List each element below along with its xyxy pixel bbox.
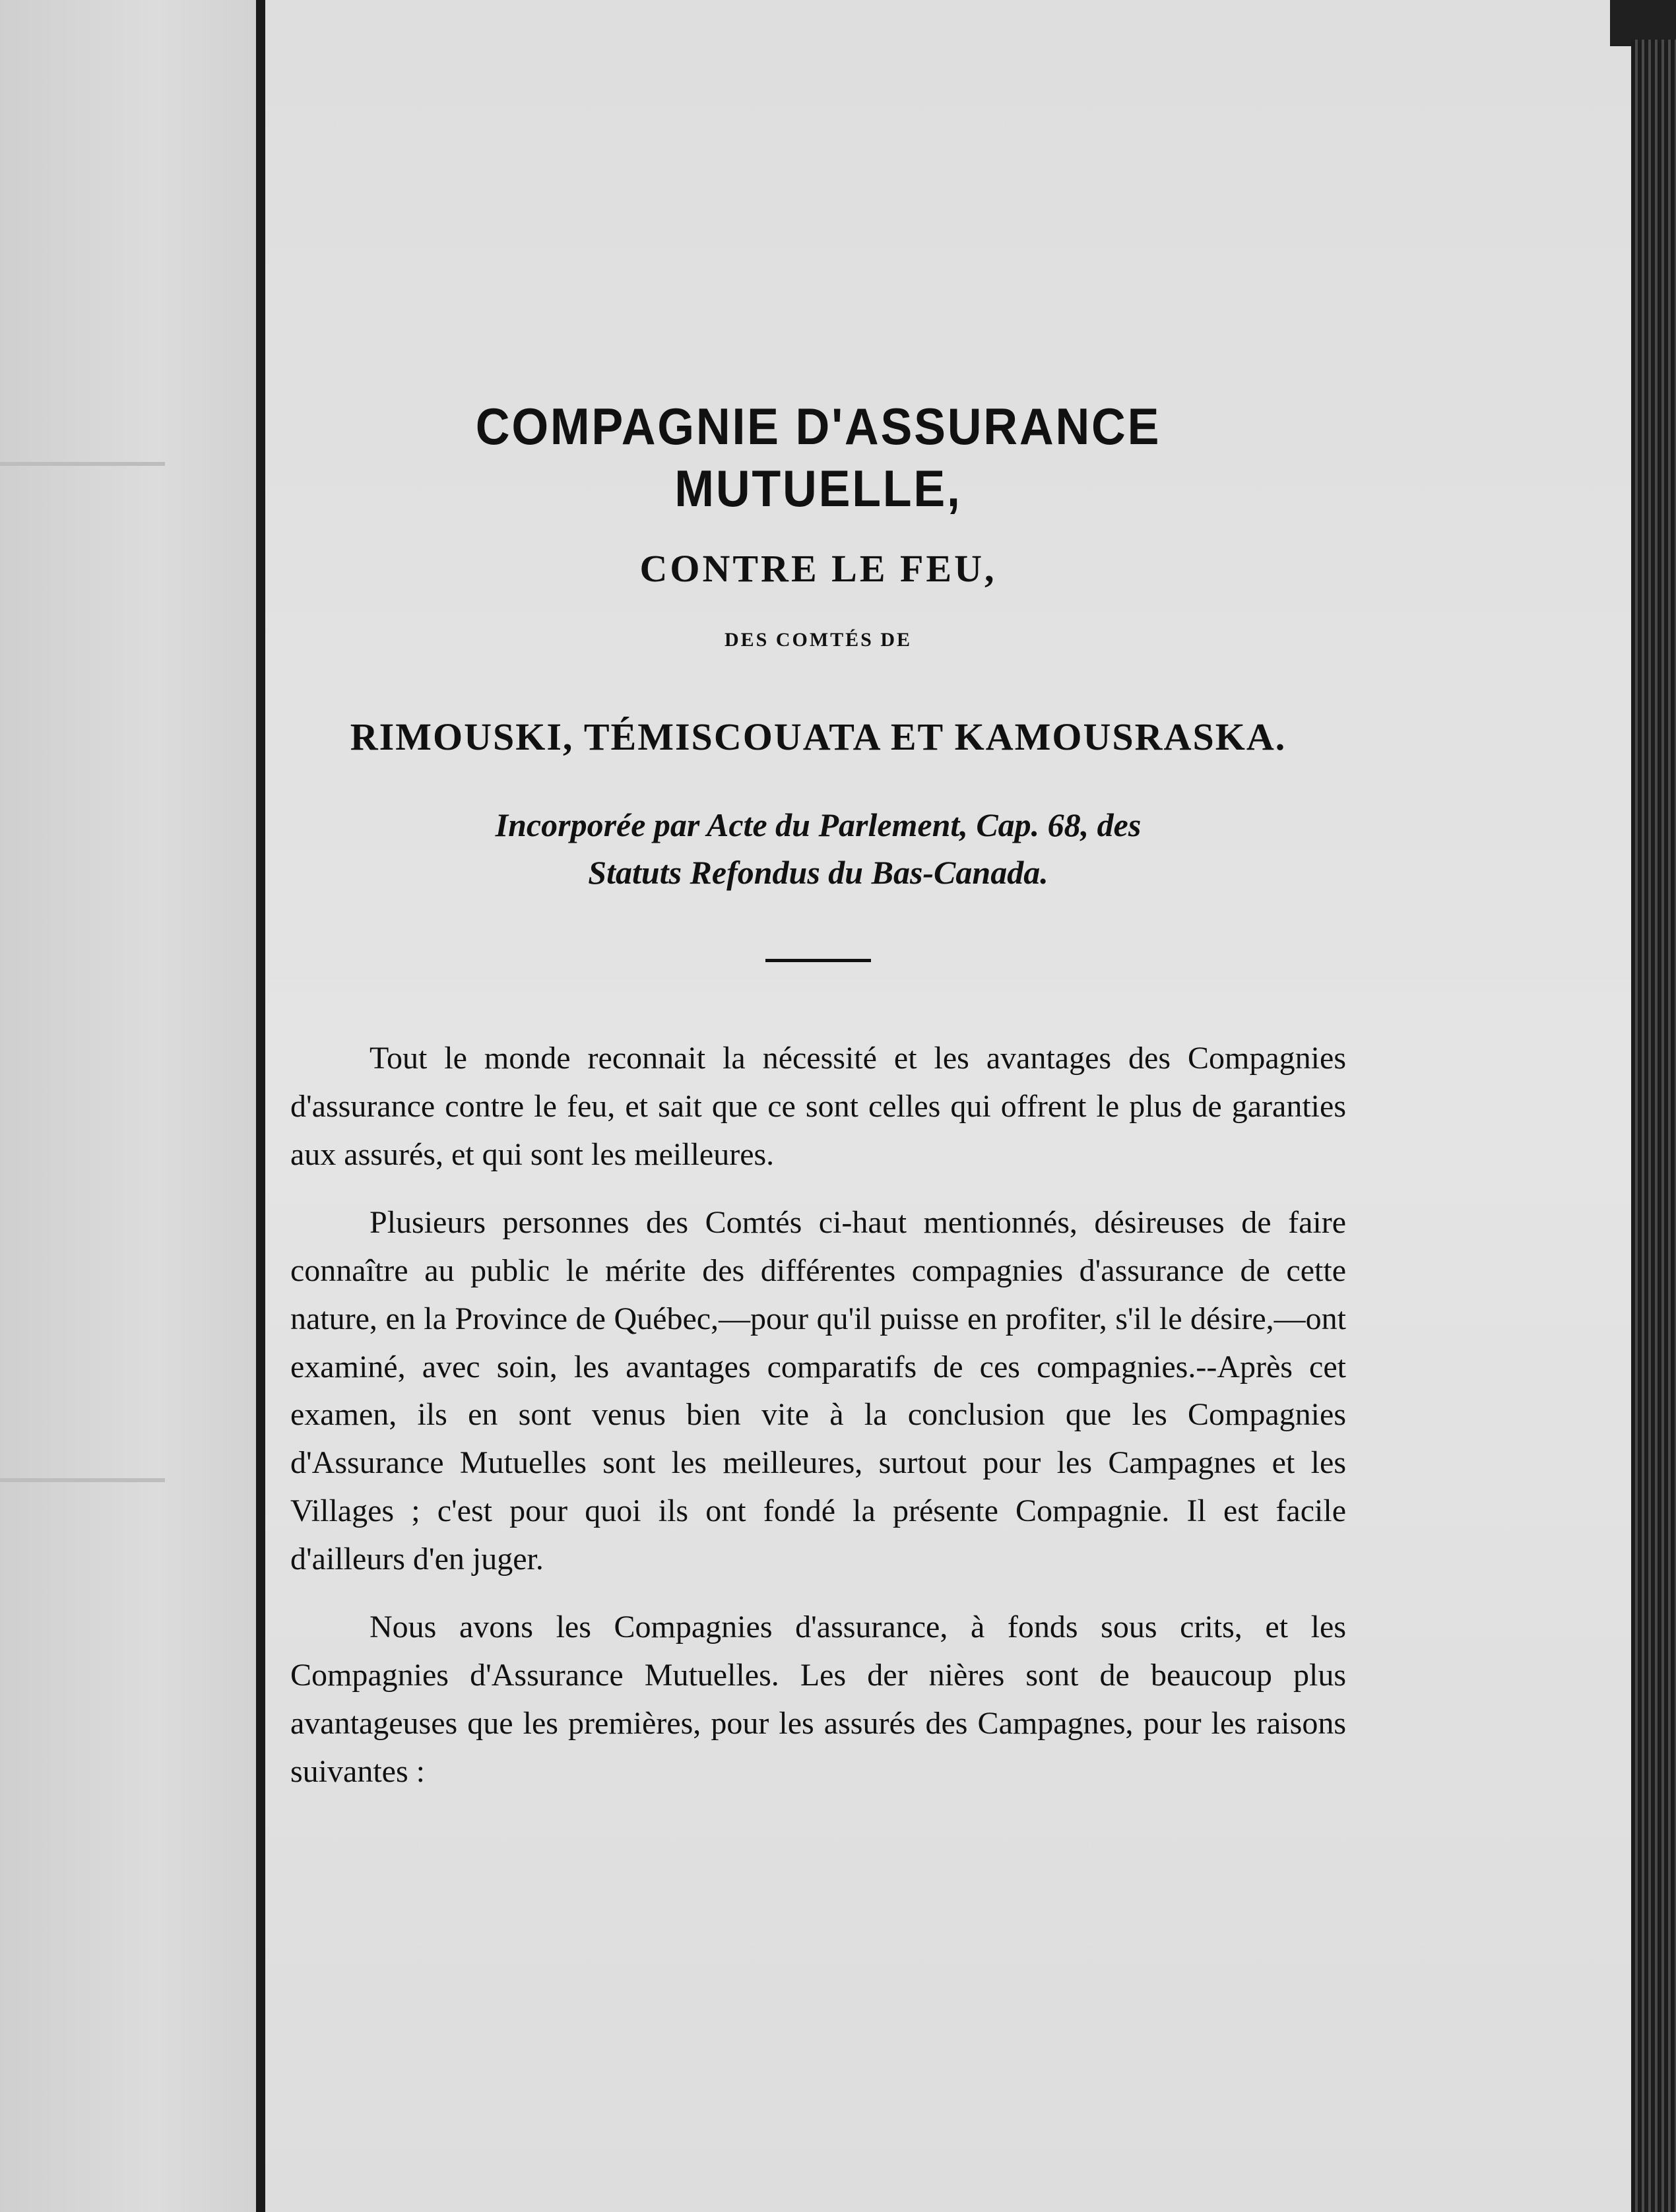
incorporation-line-1: Incorporée par Acte du Parlement, Cap. 68, des: [495, 806, 1142, 843]
document-content: [290, 396, 1346, 1816]
counties-heading: RIMOUSKI, TÉMISCOUATA ET KAMOUSRASKA.: [350, 715, 1287, 758]
document-subtitle: CONTRE LE FEU,: [639, 547, 997, 591]
counties-intro: DES COMTÉS DE: [724, 628, 913, 651]
document-title: COMPAGNIE D'ASSURANCE MUTUELLE,: [475, 397, 1161, 517]
incorporation-note: [290, 801, 1346, 897]
facing-page: [0, 0, 257, 2212]
body-text: [290, 1035, 1346, 1796]
bleed-mark: [0, 1478, 165, 1482]
paragraph-1: Tout le monde reconnait la nécessité et les avantages des Compagnies d'assurance contre le feu, et sait que ce sont celles qui offrent le plus de garanties aux assurés, et qui sont les meilleures.: [290, 1040, 1346, 1172]
bleed-mark: [0, 462, 165, 466]
incorporation-line-2: Statuts Refondus du Bas-Canada.: [588, 854, 1048, 892]
section-divider: [765, 959, 871, 962]
page-stack-edge: [1631, 40, 1676, 2212]
page-gutter: [256, 0, 265, 2212]
paragraph-3: Nous avons les Compagnies d'assurance, à fonds sous crits, et les Compagnies d'Assurance Mutuelles. Les der nières sont de beaucoup plus avantageuses que les premières, pour les assurés des Campagnes, pour les raisons suivantes :: [290, 1610, 1346, 1790]
paragraph-2: Plusieurs personnes des Comtés ci-haut mentionnés, désireuses de faire connaître au public le mérite des différentes compagnies d'assurance de cette nature, en la Province de Québec,—pour qu'il puisse en profiter, s'il le désire,—ont examiné, avec soin, les avantages comparatifs de ces compagnies.--Après cet examen, ils en sont venus bien vite à la conclusion que les Compagnies d'Assurance Mutuelles sont les meilleures, surtout pour les Campagnes et les Villages ; c'est pour quoi ils ont fondé la présente Compagnie. Il est facile d'ailleurs d'en juger.: [290, 1204, 1346, 1577]
